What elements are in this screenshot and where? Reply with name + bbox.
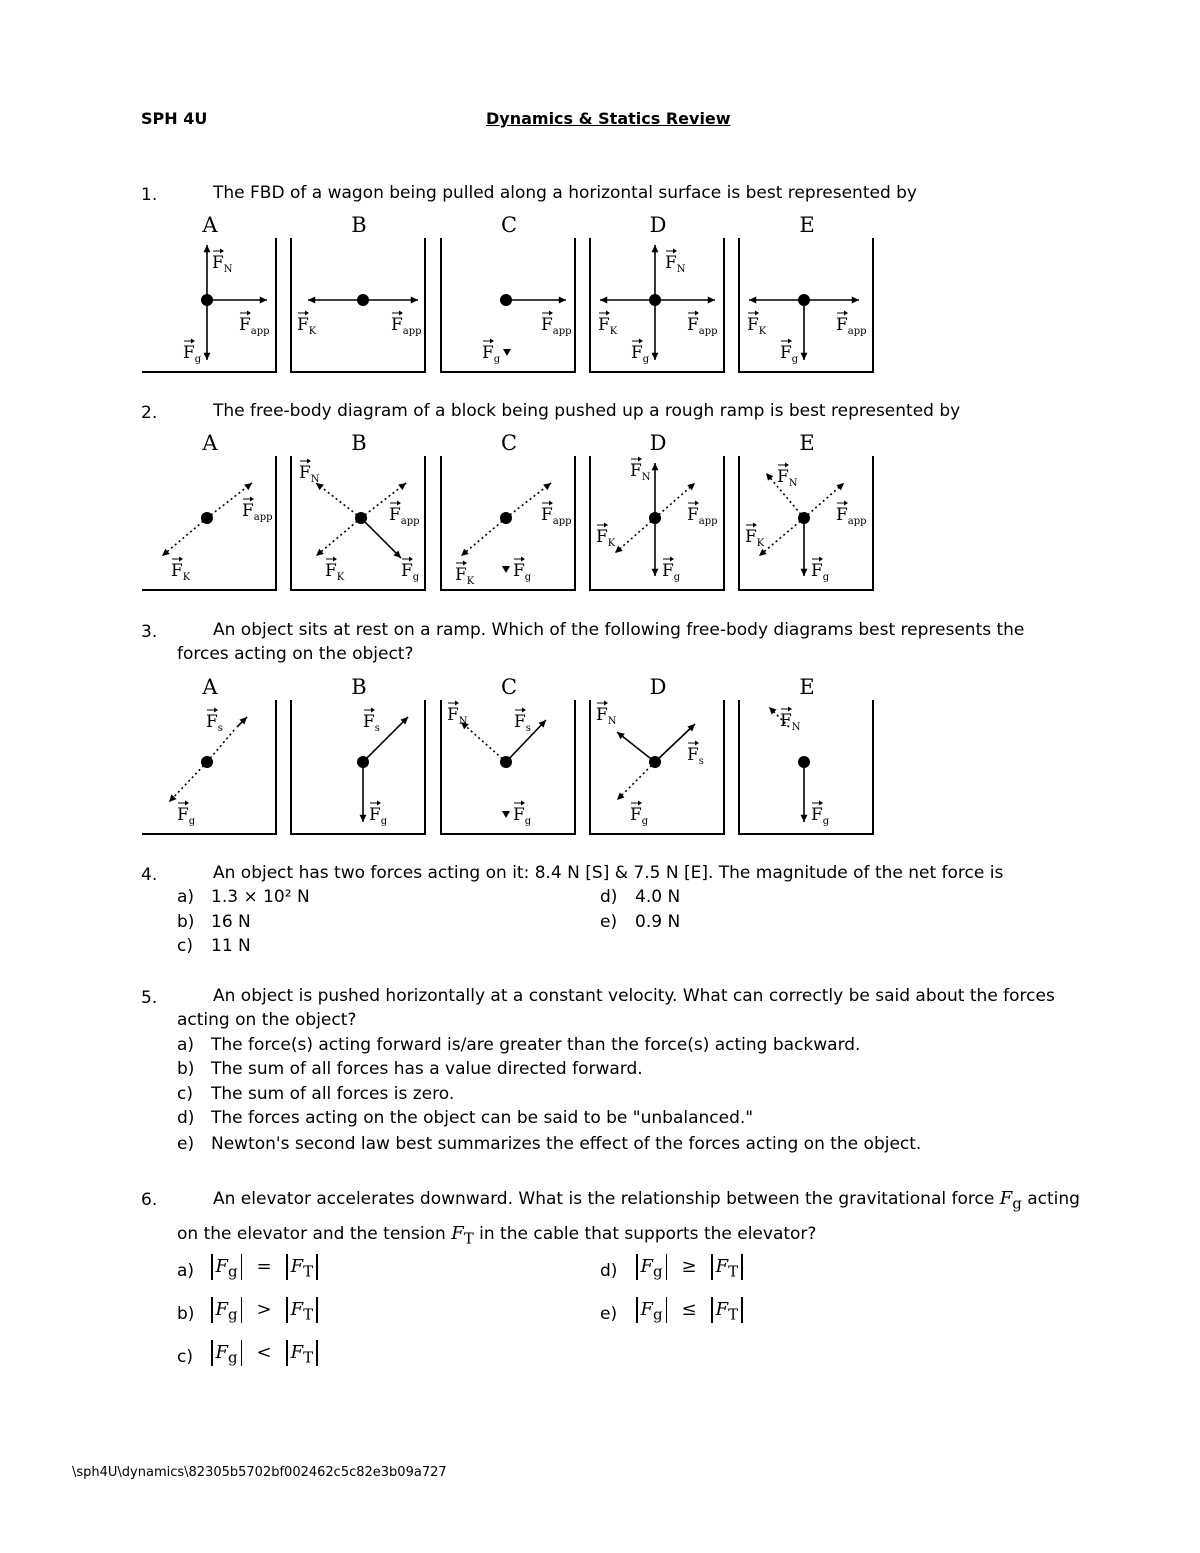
q2-e-fapp-head (836, 483, 844, 490)
q6-fg-sub: g (1012, 1194, 1022, 1213)
q1-e-fapp-label: $F_{app}$ (836, 315, 867, 337)
q6-text-line2-b: in the cable that supports the elevator? (479, 1224, 817, 1244)
q4-option-d: 4.0 N (635, 887, 681, 907)
q1-d-fk-label: $F_K$ (598, 315, 618, 337)
q2-b-fk-line (316, 518, 361, 556)
q2-e-fg-label: $F_g$ (811, 561, 830, 583)
q3-e-fn-label: $F_N$ (780, 711, 801, 733)
q3-d-fn-line (617, 732, 655, 762)
q2-a-fk-line (162, 518, 207, 556)
q1-panel-b-frame (291, 238, 425, 372)
q3-text-line1: An object sits at rest on a ramp. Which of the following free-body diagrams best represents the (213, 620, 1025, 640)
q2-letter-e: E (799, 431, 815, 455)
q1-e-fk-head (749, 297, 756, 304)
q1-c-fapp-head (559, 297, 566, 304)
q2-b-fapp-label: $F_{app}$ (389, 505, 420, 527)
q2-a-fk-label: $F_K$ (171, 561, 191, 583)
q1-a-fn-label: $F_N$ (212, 253, 233, 275)
q1-c-fapp-label: $F_{app}$ (541, 315, 572, 337)
q2-c-fg-arrowhead (502, 566, 510, 573)
q4-option-a-letter: a) (177, 887, 195, 907)
q3-a-fg-line (169, 762, 207, 802)
q5-text-line1: An object is pushed horizontally at a constant velocity. What can correctly be said about the forces (213, 986, 1055, 1006)
q4-option-d-letter: d) (600, 887, 618, 907)
q5-option-c: The sum of all forces is zero. (211, 1084, 455, 1104)
q2-letter-d: D (649, 431, 667, 455)
q4-option-c-letter: c) (177, 936, 193, 956)
q3-b-fs-label: $F_s$ (363, 712, 380, 734)
course-code: SPH 4U (141, 109, 208, 128)
q3-text-line2: forces acting on the object? (177, 644, 414, 664)
q1-d-fn-label: $F_N$ (665, 253, 686, 275)
q2-d-fg-head (652, 569, 659, 576)
q3-c-fg-arrowhead (502, 811, 510, 818)
q1-d-fg-label: $F_g$ (631, 343, 650, 365)
q2-b-fapp-head (398, 483, 406, 490)
q4-option-e-letter: e) (600, 912, 618, 932)
q2-c-fapp-label: $F_{app}$ (541, 505, 572, 527)
q4-option-e: 0.9 N (635, 912, 681, 932)
q4-option-b: 16 N (211, 912, 251, 932)
q1-c-fg-arrowhead (503, 349, 511, 356)
q6-ft-symbol (451, 1223, 474, 1248)
q6-text-line1 (213, 1190, 1080, 1212)
q6-option-c: $F_g < F_T$ (208, 1340, 321, 1366)
q6-option-d: $F_g \ge F_T$ (633, 1254, 746, 1280)
q3-e-fn-head (769, 707, 777, 715)
q1-a-fg-label: $F_g$ (183, 343, 202, 365)
q2-e-fapp-label: $F_{app}$ (836, 505, 867, 527)
q2-letter-c: C (500, 431, 518, 455)
q2-e-fk-line (759, 518, 804, 556)
q6-option-c-letter: c) (177, 1347, 193, 1367)
q5-option-c-letter: c) (177, 1084, 193, 1104)
q2-b-fn-line (316, 483, 361, 518)
q3-letter-c: C (500, 675, 518, 699)
q3-c-fs-label: $F_s$ (514, 712, 531, 734)
q3-d-fn-label: $F_N$ (596, 705, 617, 727)
q4-text: An object has two forces acting on it: 8.4 N [S] & 7.5 N [E]. The magnitude of the net force is (213, 863, 1004, 883)
q2-a-fapp-head (244, 483, 252, 490)
q3-diagrams (135, 672, 885, 842)
q2-b-fn-label: $F_N$ (299, 463, 320, 485)
q6-text-line1-a: An elevator accelerates downward. What is the relationship between the gravitational force (213, 1189, 995, 1209)
q3-d-fs-label: $F_s$ (687, 745, 704, 767)
q6-option-b: $F_g > F_T$ (208, 1297, 321, 1323)
q3-c-fn-line (461, 722, 506, 762)
q1-b-fk-head (308, 297, 315, 304)
q5-number: 5. (141, 988, 158, 1008)
q2-d-fk-line (615, 518, 655, 553)
q2-text: The free-body diagram of a block being pushed up a rough ramp is best represented by (213, 401, 961, 421)
q1-b-fapp-label: $F_{app}$ (391, 315, 422, 337)
q1-d-fapp-head (708, 297, 715, 304)
q3-c-fn-label: $F_N$ (447, 705, 468, 727)
q3-d-fg-label: $F_g$ (630, 805, 649, 827)
q2-d-fapp-head (687, 483, 695, 490)
q2-c-fk-line (461, 518, 506, 556)
q1-e-fapp-head (852, 297, 859, 304)
q5-option-d: The forces acting on the object can be said to be "unbalanced." (211, 1108, 754, 1128)
q6-option-e: $F_g \le F_T$ (633, 1297, 746, 1323)
q3-c-fg-label: $F_g$ (513, 805, 532, 827)
q5-option-d-letter: d) (177, 1108, 195, 1128)
q2-d-fn-label: $F_N$ (630, 461, 651, 483)
q4-option-a: 1.3 × 10² N (211, 887, 310, 907)
q3-d-fg-head (617, 792, 625, 800)
q1-a-fg-head (204, 353, 211, 360)
q2-d-fapp-label: $F_{app}$ (687, 505, 718, 527)
q6-option-a-letter: a) (177, 1261, 195, 1281)
q6-text-line1-b: acting (1027, 1189, 1080, 1209)
q1-diagrams (135, 210, 885, 380)
q3-letter-a: A (202, 675, 218, 699)
q2-diagrams (135, 428, 885, 598)
q1-letter-a: A (202, 213, 218, 237)
q2-d-fn-head (652, 463, 659, 470)
q3-e-fg-head (801, 815, 808, 822)
q1-e-fg-head (801, 353, 808, 360)
q3-e-fg-label: $F_g$ (811, 805, 830, 827)
q4-number: 4. (141, 865, 158, 885)
q2-c-fk-label: $F_K$ (455, 565, 475, 587)
q5-option-b-letter: b) (177, 1059, 195, 1079)
q3-a-fs-label: $F_s$ (206, 712, 223, 734)
q3-d-fg-line (617, 762, 655, 800)
q5-option-a: The force(s) acting forward is/are greater than the force(s) acting backward. (211, 1035, 861, 1055)
q2-e-fn-head (766, 473, 773, 481)
q3-number: 3. (141, 622, 158, 642)
q5-option-e-letter: e) (177, 1134, 195, 1154)
q2-letter-a: A (202, 431, 218, 455)
q1-letter-c: C (500, 213, 518, 237)
q1-b-fapp-head (411, 297, 418, 304)
q2-letter-b: B (351, 431, 367, 455)
q6-text-line2-a: on the elevator and the tension (177, 1224, 446, 1244)
q1-d-fk-head (600, 297, 607, 304)
q2-d-fk-head (615, 546, 623, 553)
q2-e-fg-head (801, 569, 808, 576)
q6-text-line2 (177, 1225, 816, 1247)
q1-e-fk-label: $F_K$ (747, 315, 767, 337)
q1-d-fn-head (652, 245, 659, 252)
q4-option-c: 11 N (211, 936, 251, 956)
q2-c-fg-label: $F_g$ (513, 561, 532, 583)
q6-option-d-letter: d) (600, 1261, 618, 1281)
q3-letter-e: E (799, 675, 815, 699)
q5-option-a-letter: a) (177, 1035, 195, 1055)
q4-option-b-letter: b) (177, 912, 195, 932)
q5-text-line2: acting on the object? (177, 1010, 357, 1030)
q6-ft-letter: F (451, 1223, 464, 1244)
page-title: Dynamics & Statics Review (486, 109, 731, 128)
q2-number: 2. (141, 403, 158, 423)
q1-e-fg-label: $F_g$ (780, 343, 799, 365)
q1-letter-b: B (351, 213, 367, 237)
q2-b-fg-label: $F_g$ (401, 561, 420, 583)
q5-option-e: Newton's second law best summarizes the effect of the forces acting on the object. (211, 1134, 922, 1154)
q3-a-fg-label: $F_g$ (177, 805, 196, 827)
q1-letter-d: D (649, 213, 667, 237)
q2-b-fk-label: $F_K$ (325, 561, 345, 583)
q1-a-fapp-label: $F_{app}$ (239, 315, 270, 337)
q2-e-fk-label: $F_K$ (745, 527, 765, 549)
q6-ft-sub: T (463, 1229, 474, 1248)
q2-d-fk-label: $F_K$ (596, 527, 616, 549)
q6-option-b-letter: b) (177, 1304, 195, 1324)
q2-d-fg-label: $F_g$ (662, 561, 681, 583)
q3-letter-b: B (351, 675, 367, 699)
q2-c-fapp-head (543, 483, 551, 490)
q5-option-b: The sum of all forces has a value directed forward. (211, 1059, 643, 1079)
q6-option-a: $F_g = F_T$ (208, 1254, 321, 1280)
q1-d-fapp-label: $F_{app}$ (687, 315, 718, 337)
q1-text: The FBD of a wagon being pulled along a horizontal surface is best represented by (213, 183, 917, 203)
q3-b-fg-label: $F_g$ (369, 805, 388, 827)
q1-d-fg-head (652, 353, 659, 360)
q1-c-fg-label: $F_g$ (482, 343, 501, 365)
q6-fg-symbol (999, 1188, 1022, 1213)
q3-b-fg-head (360, 815, 367, 822)
q2-b-fk-head (316, 549, 324, 556)
q1-b-fk-label: $F_K$ (297, 315, 317, 337)
q3-letter-d: D (649, 675, 667, 699)
q2-a-fk-head (162, 549, 170, 556)
q2-a-fapp-label: $F_{app}$ (242, 501, 273, 523)
q6-fg-letter: F (999, 1188, 1013, 1209)
q1-a-fapp-head (260, 297, 267, 304)
q1-letter-e: E (799, 213, 815, 237)
q2-c-fk-head (461, 549, 469, 556)
q1-number: 1. (141, 185, 158, 205)
q6-number: 6. (141, 1190, 158, 1210)
q2-e-fn-label: $F_N$ (777, 467, 798, 489)
file-path-footer: \sph4U\dynamics\82305b5702bf002462c5c82e3b09a727 (72, 1465, 447, 1480)
q2-e-fk-head (759, 549, 767, 556)
q6-option-e-letter: e) (600, 1304, 618, 1324)
q1-a-fn-head (204, 245, 211, 252)
